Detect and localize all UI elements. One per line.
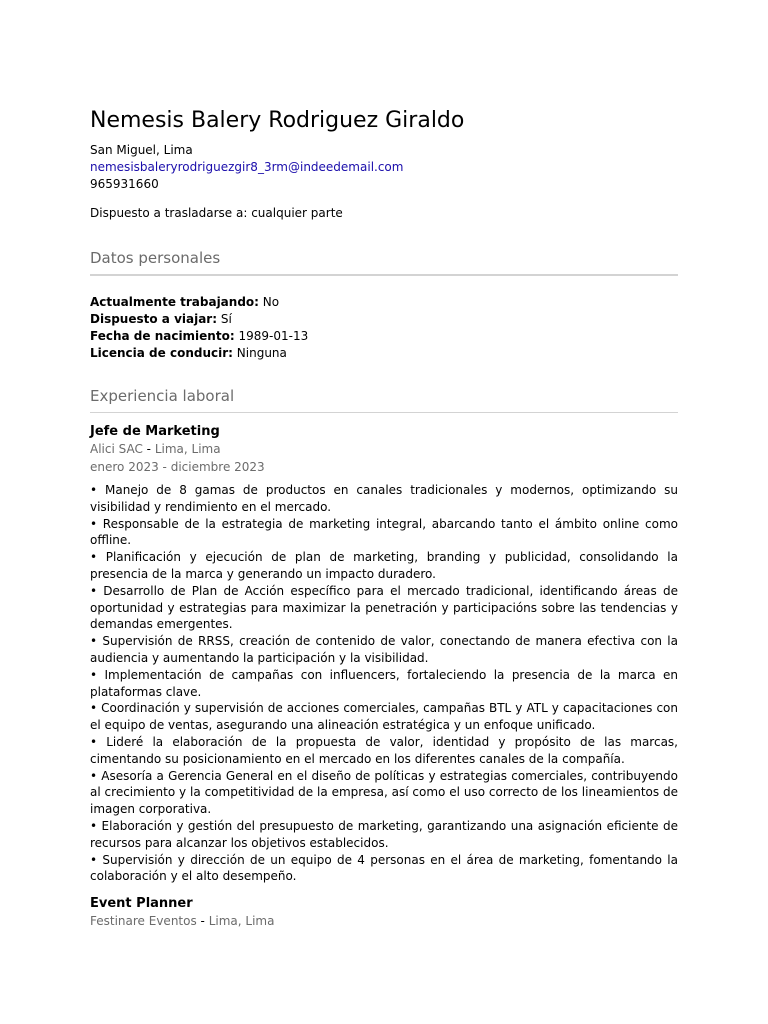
job-bullet: • Coordinación y supervisión de acciones comerciales, campañas BTL y ATL y capacitaciones con el equipo de ventas, asegurando una alineación estratégica y un enfoque unificado.: [90, 701, 678, 733]
contact-block: [90, 142, 678, 193]
personal-data-list: [90, 294, 678, 362]
job-bullet: • Asesoría a Gerencia General en el diseño de políticas y estrategias comerciales, contribuyendo al crecimiento y la competitividad de la empresa, así como el uso correcto de los lineamientos de imagen corporativa.: [90, 768, 678, 817]
phone-text: 965931660: [90, 177, 159, 191]
job-bullet: • Implementación de campañas con influencers, fortaleciendo la presencia de la marca en plataformas clave.: [90, 667, 678, 699]
email-link[interactable]: nemesisbaleryrodriguezgir8_3rm@indeedemail.com: [90, 160, 404, 174]
job-title: Event Planner: [90, 896, 193, 912]
job-separator: -: [196, 914, 209, 929]
personal-item-value: 1989-01-13: [238, 329, 309, 343]
job-company: Festinare Eventos: [90, 914, 197, 929]
job-company-line: [90, 913, 678, 930]
job-title: Jefe de Marketing: [90, 424, 220, 439]
job-bullet: • Manejo de 8 gamas de productos en canales tradicionales y modernos, optimizando su visibilidad y rendimiento en el mercado.: [90, 483, 678, 514]
section-title-experience: Experiencia laboral: [90, 386, 678, 413]
job-bullet: • Lideré la elaboración de la propuesta de valor, identidad y propósito de las marcas, cimentando su posicionamiento en el mercado en los diferentes canales de la compañía.: [90, 734, 678, 766]
personal-item-label: Actualmente trabajando:: [90, 295, 259, 309]
section-title-personal: Datos personales: [90, 248, 678, 276]
job-bullet: • Supervisión de RRSS, creación de contenido de valor, conectando de manera efectiva con la audiencia y aumentando la participación y la visibilidad.: [90, 634, 678, 665]
personal-item-label: Dispuesto a viajar:: [90, 312, 218, 326]
job-entry: [90, 423, 678, 885]
job-bullet: • Supervisión y dirección de un equipo de 4 personas en el área de marketing, fomentando la colaboración y el alto desempeño.: [90, 852, 678, 884]
job-bullet: • Responsable de la estrategia de marketing integral, abarcando tanto el ámbito online como offline.: [90, 516, 678, 548]
job-location: Lima, Lima: [208, 914, 275, 929]
personal-item: [90, 345, 678, 362]
candidate-name: Nemesis Balery Rodriguez Giraldo: [90, 108, 465, 133]
personal-item-label: Licencia de conducir:: [90, 346, 233, 360]
personal-item-value: Sí: [220, 312, 232, 326]
personal-item: [90, 294, 678, 311]
job-bullet: • Planificación y ejecución de plan de marketing, branding y publicidad, consolidando la presencia de la marca y generando un impacto duradero.: [90, 550, 678, 581]
relocation-text: Dispuesto a trasladarse a: cualquier parte: [90, 206, 343, 220]
job-location: Lima, Lima: [154, 442, 221, 456]
location-text: San Miguel, Lima: [90, 143, 193, 157]
personal-item: [90, 328, 678, 345]
personal-item: [90, 311, 678, 328]
job-separator: -: [142, 442, 155, 456]
job-bullet: • Desarrollo de Plan de Acción específico para el mercado tradicional, identificando áreas de oportunidad y estrategias para maximizar la penetración y participacións sobre las tendencias y demandas emergentes.: [90, 583, 678, 632]
job-company: Alici SAC: [90, 442, 143, 456]
job-bullet: • Elaboración y gestión del presupuesto de marketing, garantizando una asignación eficiente de recursos para alcanzar los objetivos establecidos.: [90, 818, 678, 850]
job-company-line: [90, 441, 678, 458]
job-bullets: [90, 482, 678, 885]
personal-item-value: No: [262, 295, 280, 309]
job-dates: enero 2023 - diciembre 2023: [90, 460, 265, 474]
personal-item-label: Fecha de nacimiento:: [90, 329, 235, 343]
personal-item-value: Ninguna: [236, 346, 287, 360]
job-entry: [90, 895, 678, 930]
